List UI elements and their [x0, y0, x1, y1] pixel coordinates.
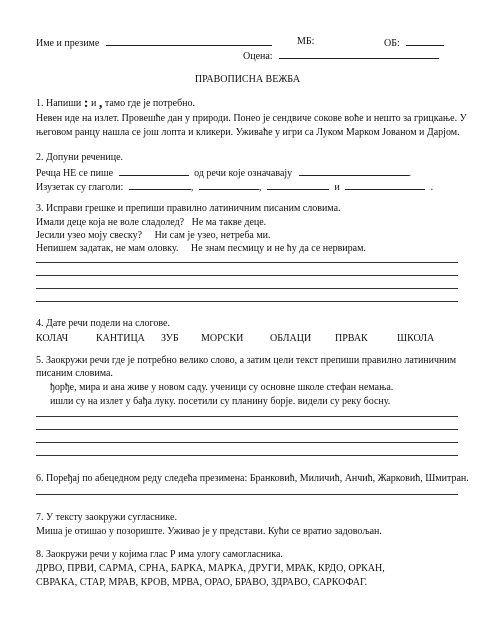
task8-line1: ДРВО, ПРВИ, САРМА, СРНА, БАРКА, МАРКА, ДРУГИ, МРАК, КРДО, ОРКАН, [36, 563, 385, 574]
task3-writing-line[interactable] [36, 262, 458, 263]
task5-text-line1: ђорђе, мира и ана живе у новом саду. ученици су основне школе стефан немања. [50, 382, 394, 393]
ob-field[interactable] [406, 36, 444, 46]
task3-writing-line[interactable] [36, 275, 458, 276]
task2-line1 [36, 166, 411, 180]
task1-prompt-mid: и [90, 98, 97, 109]
task4-word: КОЛАЧ [36, 333, 69, 344]
task3-writing-line[interactable] [36, 301, 458, 302]
task5-writing-line[interactable] [36, 455, 458, 456]
ob-row [384, 36, 444, 50]
task3-prompt: 3. Исправи грешке и препиши правилно латиничним писаним словима. [36, 203, 341, 214]
grade-field[interactable] [279, 49, 439, 59]
task3-line-1: Имали деце која не воле сладолед? Не ма такве деце. [36, 217, 267, 228]
task2-and: и [334, 182, 340, 193]
task2-blank-4[interactable] [199, 180, 259, 190]
task2-comma-2: , [258, 182, 262, 193]
task7-text: Миша је отишао у позориште. Уживао је у представи. Кући се вратио задовољан. [36, 526, 382, 537]
task4-word: ПРВАК [335, 333, 368, 344]
task2-blank-6[interactable] [345, 180, 425, 190]
task1-prompt-after: тамо где је потребно. [104, 98, 196, 109]
task5-writing-line[interactable] [36, 429, 458, 430]
task5-prompt-line1: 5. Заокружи речи где је потребно велико слово, а затим цели текст препиши правилно латиничним [36, 355, 457, 366]
task4-prompt: 4. Дате речи подели на слогове. [36, 318, 170, 329]
task2-line1-end: . [408, 168, 412, 179]
task2-blank-2[interactable] [299, 166, 409, 176]
task5-prompt-line2: писаним словима. [36, 368, 113, 379]
task2-prompt: 2. Допуни реченице. [36, 152, 124, 163]
mb-label: МБ: [297, 36, 315, 47]
task8-line2: СВРАКА, СТАР, МРАВ, КРОВ, МРВА, ОРАО, БРАВО, ЗДРАВО, САРКОФАГ. [36, 577, 368, 588]
name-field[interactable] [106, 36, 272, 46]
task6-prompt: 6. Поређај по абецедном реду следећа презимена: Бранковић, Миличић, Анчић, Жарковић, Шмитран. [36, 473, 469, 484]
name-label: Име и презиме [36, 38, 100, 49]
task5-writing-line[interactable] [36, 416, 458, 417]
task1-comma-mark: , [98, 96, 103, 111]
task1-text-line2: његовом ранцу нашла се још лопта и кликери. Уживаће у игри са Луком Марком Јованом и Дарјом. [36, 127, 460, 138]
task2-comma-1: , [190, 182, 194, 193]
task1-colon-mark: : [83, 96, 89, 111]
task2-line2 [36, 180, 433, 194]
task6-writing-line[interactable] [36, 494, 458, 495]
task5-writing-line[interactable] [36, 442, 458, 443]
task2-line1-b: од речи које означавају [194, 168, 293, 179]
task2-blank-1[interactable] [119, 166, 189, 176]
task8-prompt: 8. Заокружи речи у којима глас Р има улогу самогласника. [36, 549, 283, 560]
task1-prompt [36, 98, 195, 110]
name-row [36, 36, 272, 50]
task2-line1-a: Речца НЕ се пише [36, 168, 114, 179]
task1-text-line1: Невен иде на излет. Провешће дан у природи. Понео је сендвиче сокове воће и нешто за грицкање. У [36, 113, 467, 124]
task2-line2-a: Изузетак су глаголи: [36, 182, 124, 193]
task1-prompt-before: 1. Напиши [36, 98, 82, 109]
mb-row [297, 36, 314, 48]
grade-label: Оцена: [243, 51, 273, 62]
grade-row [243, 49, 439, 63]
task2-line2-end: . [430, 182, 434, 193]
task4-word-list [0, 333, 495, 345]
task4-word: ШКОЛА [397, 333, 435, 344]
task7-prompt: 7. У тексту заокружи сугласнике. [36, 512, 177, 523]
task5-text-line2: ишли су на излет у бађа луку. посетили су планину борје. видели су реку босну. [50, 396, 391, 407]
task4-word: КАНТИЦА [96, 333, 145, 344]
ob-label: ОБ: [384, 38, 400, 49]
task3-line-2: Јесили узео мојy свеску? Ни сам је узео, нетреба ми. [36, 230, 271, 241]
task2-blank-5[interactable] [267, 180, 329, 190]
task2-blank-3[interactable] [129, 180, 191, 190]
task4-word: ЗУБ [161, 333, 179, 344]
task4-word: МОРСКИ [201, 333, 244, 344]
task4-word: ОБЛАЦИ [270, 333, 312, 344]
page-title: ПРАВОПИСНА ВЕЖБА [194, 74, 301, 85]
task3-writing-line[interactable] [36, 288, 458, 289]
task3-line-3: Непишем задатак, не мам оловку. Не знам песмицу и не ћу да се нервирам. [36, 243, 366, 254]
